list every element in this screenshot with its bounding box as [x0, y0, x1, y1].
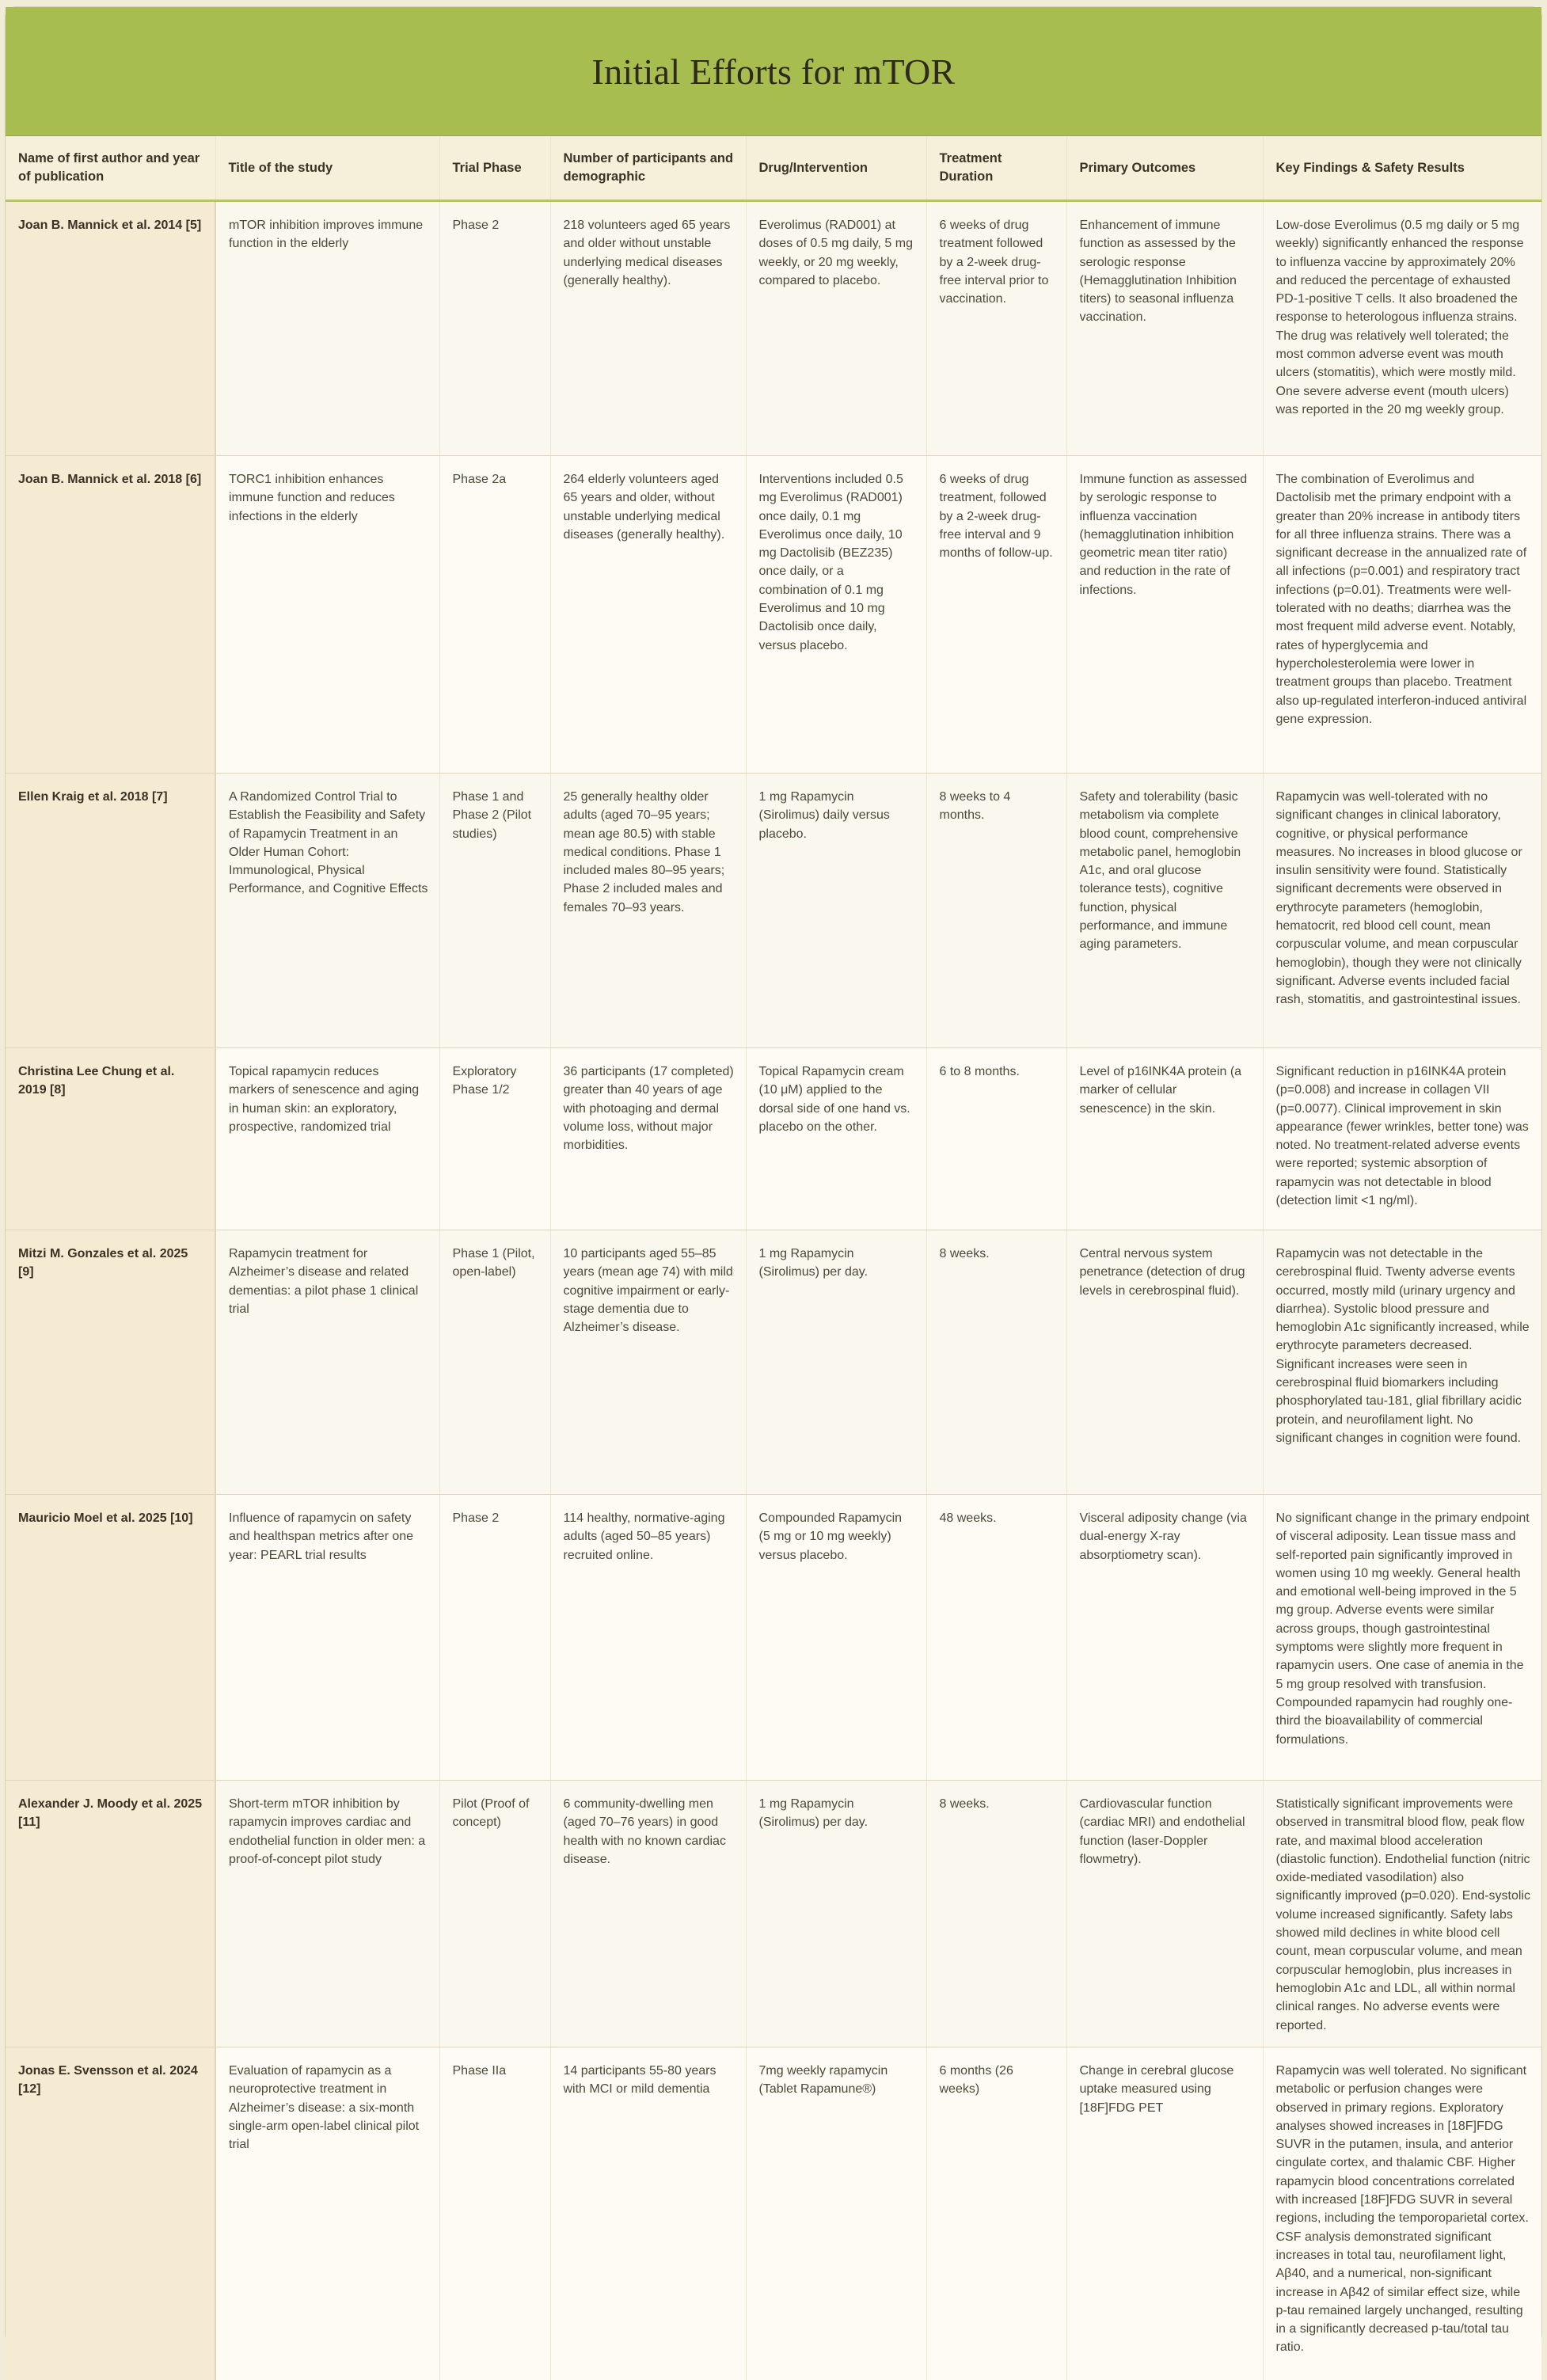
trials-table — [6, 136, 1541, 2380]
cell-outcomes: Cardiovascular function (cardiac MRI) and endothelial function (laser-Doppler flowmetry). — [1066, 1781, 1263, 2047]
col-header-title: Title of the study — [215, 136, 439, 201]
cell-outcomes: Central nervous system penetrance (detection of drug levels in cerebrospinal fluid). — [1066, 1230, 1263, 1495]
col-header-participants: Number of participants and demographic — [550, 136, 746, 201]
cell-findings: Statistically significant improvements were observed in transmitral blood flow, peak flow rate, and maximal blood acceleration (diastolic function). Endothelial function (nitric oxide-mediated vasodilation) also significantly improved (p=0.020). End-systolic volume increased significantly. Safety labs showed mild declines in white blood cell count, mean corpuscular volume, and mean corpuscular hemoglobin, plus increases in hemoglobin A1c and LDL, all within normal clinical ranges. No adverse events were reported. — [1263, 1781, 1541, 2047]
cell-duration: 8 weeks to 4 months. — [926, 774, 1066, 1048]
cell-participants: 10 participants aged 55–85 years (mean age 74) with mild cognitive impairment or early-stage dementia due to Alzheimer’s disease. — [550, 1230, 746, 1495]
cell-title: Evaluation of rapamycin as a neuroprotective treatment in Alzheimer’s disease: a six-month single-arm open-label clinical pilot trial — [215, 2047, 439, 2380]
cell-participants: 25 generally healthy older adults (aged 70–95 years; mean age 80.5) with stable medical conditions. Phase 1 included males 80–95 years; Phase 2 included males and females 70–93 years. — [550, 774, 746, 1048]
cell-duration: 6 weeks of drug treatment, followed by a 2-week drug-free interval and 9 months of follow-up. — [926, 456, 1066, 774]
table-row — [6, 2047, 1541, 2380]
cell-author: Joan B. Mannick et al. 2018 [6] — [6, 456, 215, 774]
table-row — [6, 1048, 1541, 1230]
cell-phase: Phase 2 — [439, 1495, 550, 1781]
cell-duration: 48 weeks. — [926, 1495, 1066, 1781]
cell-outcomes: Enhancement of immune function as assessed by the serologic response (Hemagglutination Inhibition titers) to seasonal influenza vaccination. — [1066, 201, 1263, 456]
cell-drug: Topical Rapamycin cream (10 μM) applied to the dorsal side of one hand vs. placebo on the other. — [746, 1048, 926, 1230]
cell-title: TORC1 inhibition enhances immune function and reduces infections in the elderly — [215, 456, 439, 774]
table-row — [6, 1781, 1541, 2047]
cell-drug: 1 mg Rapamycin (Sirolimus) daily versus placebo. — [746, 774, 926, 1048]
cell-drug: 1 mg Rapamycin (Sirolimus) per day. — [746, 1230, 926, 1495]
cell-author: Mauricio Moel et al. 2025 [10] — [6, 1495, 215, 1781]
cell-findings: No significant change in the primary endpoint of visceral adiposity. Lean tissue mass and self-reported pain significantly improved in women using 10 mg weekly. General health and emotional well-being improved in the 5 mg group. Adverse events were similar across groups, though gastrointestinal symptoms were slightly more frequent in rapamycin users. One case of anemia in the 5 mg group resolved with transfusion. Compounded rapamycin had roughly one-third the bioavailability of commercial formulations. — [1263, 1495, 1541, 1781]
cell-duration: 6 months (26 weeks) — [926, 2047, 1066, 2380]
cell-author: Jonas E. Svensson et al. 2024 [12] — [6, 2047, 215, 2380]
cell-outcomes: Change in cerebral glucose uptake measured using [18F]FDG PET — [1066, 2047, 1263, 2380]
col-header-author: Name of first author and year of publication — [6, 136, 215, 201]
cell-drug: 1 mg Rapamycin (Sirolimus) per day. — [746, 1781, 926, 2047]
cell-title: mTOR inhibition improves immune function in the elderly — [215, 201, 439, 456]
cell-participants: 14 participants 55-80 years with MCI or mild dementia — [550, 2047, 746, 2380]
cell-title: Topical rapamycin reduces markers of senescence and aging in human skin: an exploratory, prospective, randomized trial — [215, 1048, 439, 1230]
cell-outcomes: Immune function as assessed by serologic response to influenza vaccination (hemagglutination inhibition geometric mean titer ratio) and reduction in the rate of infections. — [1066, 456, 1263, 774]
col-header-drug: Drug/Intervention — [746, 136, 926, 201]
cell-participants: 36 participants (17 completed) greater than 40 years of age with photoaging and dermal volume loss, without major morbidities. — [550, 1048, 746, 1230]
cell-phase: Exploratory Phase 1/2 — [439, 1048, 550, 1230]
table-row — [6, 201, 1541, 456]
cell-author: Joan B. Mannick et al. 2014 [5] — [6, 201, 215, 456]
cell-author: Ellen Kraig et al. 2018 [7] — [6, 774, 215, 1048]
header-row — [6, 136, 1541, 201]
page — [5, 6, 1542, 2355]
cell-duration: 8 weeks. — [926, 1781, 1066, 2047]
table-row — [6, 774, 1541, 1048]
cell-phase: Pilot (Proof of concept) — [439, 1781, 550, 2047]
cell-participants: 6 community-dwelling men (aged 70–76 years) in good health with no known cardiac disease. — [550, 1781, 746, 2047]
cell-phase: Phase 2 — [439, 201, 550, 456]
table-row — [6, 1495, 1541, 1781]
cell-findings: The combination of Everolimus and Dactolisib met the primary endpoint with a greater than 20% increase in antibody titers for all three influenza strains. There was a significant decrease in the annualized rate of all infections (p=0.001) and respiratory tract infections (p=0.01). Treatments were well-tolerated with no deaths; diarrhea was the most frequent mild adverse event. Notably, rates of hyperglycemia and hypercholesterolemia were lower in treatment groups than placebo. Treatment also up-regulated interferon-induced antiviral gene expression. — [1263, 456, 1541, 774]
col-header-duration: Treatment Duration — [926, 136, 1066, 201]
col-header-phase: Trial Phase — [439, 136, 550, 201]
cell-author: Mitzi M. Gonzales et al. 2025 [9] — [6, 1230, 215, 1495]
cell-title: Influence of rapamycin on safety and healthspan metrics after one year: PEARL trial results — [215, 1495, 439, 1781]
cell-author: Alexander J. Moody et al. 2025 [11] — [6, 1781, 215, 2047]
cell-participants: 114 healthy, normative-aging adults (aged 50–85 years) recruited online. — [550, 1495, 746, 1781]
cell-participants: 264 elderly volunteers aged 65 years and older, without unstable underlying medical diseases (generally healthy). — [550, 456, 746, 774]
cell-title: Rapamycin treatment for Alzheimer’s disease and related dementias: a pilot phase 1 clinical trial — [215, 1230, 439, 1495]
cell-outcomes: Level of p16INK4A protein (a marker of cellular senescence) in the skin. — [1066, 1048, 1263, 1230]
cell-duration: 6 weeks of drug treatment followed by a 2-week drug-free interval prior to vaccination. — [926, 201, 1066, 456]
cell-participants: 218 volunteers aged 65 years and older without unstable underlying medical diseases (generally healthy). — [550, 201, 746, 456]
cell-phase: Phase 1 (Pilot, open-label) — [439, 1230, 550, 1495]
cell-drug: Compounded Rapamycin (5 mg or 10 mg weekly) versus placebo. — [746, 1495, 926, 1781]
cell-duration: 8 weeks. — [926, 1230, 1066, 1495]
cell-title: Short-term mTOR inhibition by rapamycin improves cardiac and endothelial function in older men: a proof-of-concept pilot study — [215, 1781, 439, 2047]
cell-phase: Phase 2a — [439, 456, 550, 774]
table-row — [6, 456, 1541, 774]
page-title: Initial Efforts for mTOR — [591, 51, 956, 92]
cell-findings: Rapamycin was well-tolerated with no significant changes in clinical laboratory, cognitive, or physical performance measures. No increases in blood glucose or insulin sensitivity were found. Statistically significant decrements were observed in erythrocyte parameters (hemoglobin, hematocrit, red blood cell count, mean corpuscular volume, and mean corpuscular hemoglobin), though they were not clinically significant. Adverse events included facial rash, stomatitis, and gastrointestinal issues. — [1263, 774, 1541, 1048]
cell-drug: Everolimus (RAD001) at doses of 0.5 mg daily, 5 mg weekly, or 20 mg weekly, compared to placebo. — [746, 201, 926, 456]
title-banner — [6, 7, 1541, 136]
cell-phase: Phase IIa — [439, 2047, 550, 2380]
cell-title: A Randomized Control Trial to Establish the Feasibility and Safety of Rapamycin Treatment in an Older Human Cohort: Immunological, Physical Performance, and Cognitive Effects — [215, 774, 439, 1048]
table-row — [6, 1230, 1541, 1495]
cell-outcomes: Visceral adiposity change (via dual-energy X-ray absorptiometry scan). — [1066, 1495, 1263, 1781]
cell-drug: 7mg weekly rapamycin (Tablet Rapamune®) — [746, 2047, 926, 2380]
cell-drug: Interventions included 0.5 mg Everolimus (RAD001) once daily, 0.1 mg Everolimus once daily, 10 mg Dactolisib (BEZ235) once daily, or a combination of 0.1 mg Everolimus and 10 mg Dactolisib once daily, versus placebo. — [746, 456, 926, 774]
cell-duration: 6 to 8 months. — [926, 1048, 1066, 1230]
cell-findings: Significant reduction in p16INK4A protein (p=0.008) and increase in collagen VII (p=0.0077). Clinical improvement in skin appearance (fewer wrinkles, better tone) was noted. No treatment-related adverse events were reported; systemic absorption of rapamycin was not detectable in blood (detection limit <1 ng/ml). — [1263, 1048, 1541, 1230]
cell-author: Christina Lee Chung et al. 2019 [8] — [6, 1048, 215, 1230]
col-header-findings: Key Findings & Safety Results — [1263, 136, 1541, 201]
cell-outcomes: Safety and tolerability (basic metabolism via complete blood count, comprehensive metabolic panel, hemoglobin A1c, and oral glucose tolerance tests), cognitive function, physical performance, and immune aging parameters. — [1066, 774, 1263, 1048]
cell-findings: Rapamycin was well tolerated. No significant metabolic or perfusion changes were observed in primary regions. Exploratory analyses showed increases in [18F]FDG SUVR in the putamen, insula, and anterior cingulate cortex, and thalamic CBF. Higher rapamycin blood concentrations correlated with increased [18F]FDG SUVR in several regions, including the temporoparietal cortex. CSF analysis demonstrated significant increases in total tau, neurofilament light, Aβ40, and a numerical, non-significant increase in Aβ42 of similar effect size, while p-tau remained largely unchanged, resulting in a significantly decreased p-tau/total tau ratio. — [1263, 2047, 1541, 2380]
cell-findings: Rapamycin was not detectable in the cerebrospinal fluid. Twenty adverse events occurred, mostly mild (urinary urgency and diarrhea). Systolic blood pressure and hemoglobin A1c significantly increased, while erythrocyte parameters decreased. Significant increases were seen in cerebrospinal fluid biomarkers including phosphorylated tau-181, glial fibrillary acidic protein, and neurofilament light. No significant changes in cognition were found. — [1263, 1230, 1541, 1495]
col-header-outcomes: Primary Outcomes — [1066, 136, 1263, 201]
cell-phase: Phase 1 and Phase 2 (Pilot studies) — [439, 774, 550, 1048]
cell-findings: Low-dose Everolimus (0.5 mg daily or 5 mg weekly) significantly enhanced the response to influenza vaccine by approximately 20% and reduced the percentage of exhausted PD-1-positive T cells. It also broadened the response to heterologous influenza strains. The drug was relatively well tolerated; the most common adverse event was mouth ulcers (stomatitis), which were mostly mild. One severe adverse event (mouth ulcers) was reported in the 20 mg weekly group. — [1263, 201, 1541, 456]
